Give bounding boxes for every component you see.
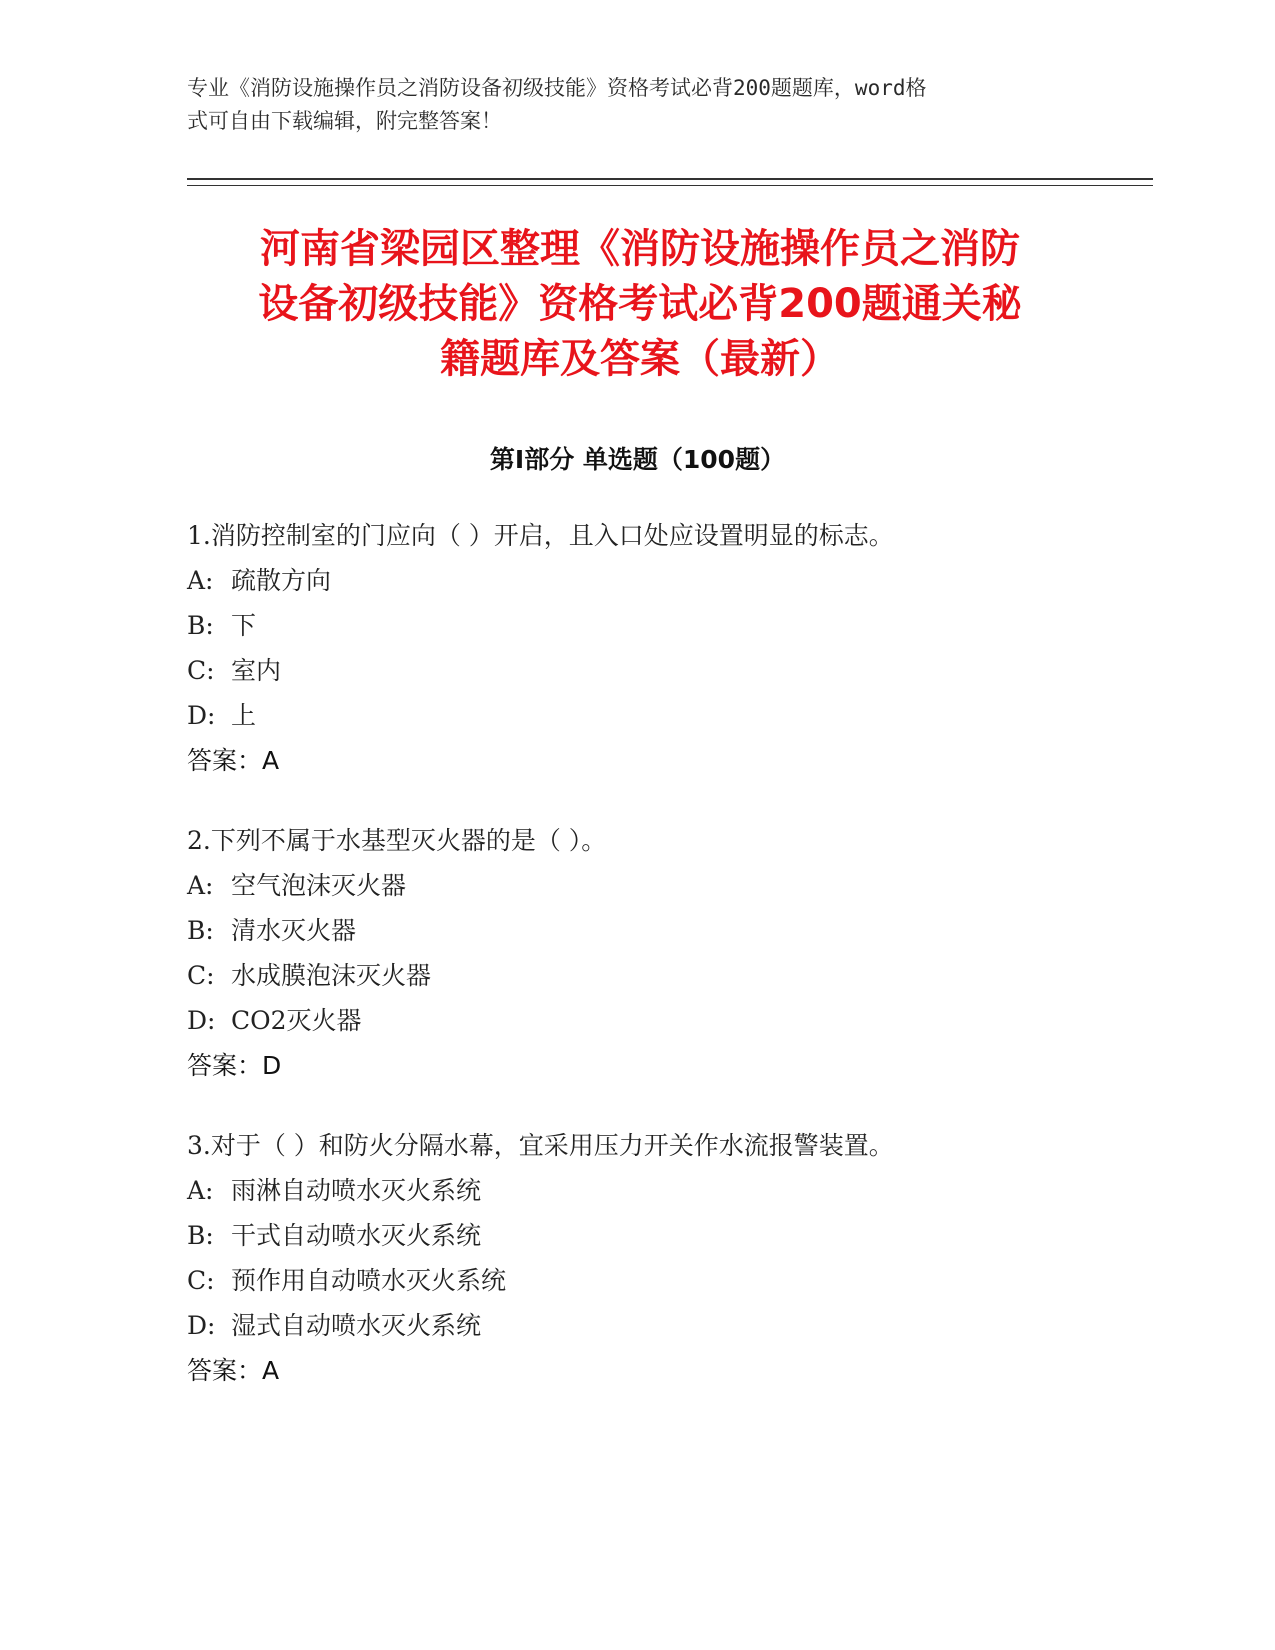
document-header-note (187, 72, 1067, 138)
option-key: C: (187, 961, 215, 990)
title-line-1: 河南省梁园区整理《消防设施操作员之消防 (260, 226, 1020, 272)
option-key: C: (187, 1266, 215, 1295)
option-key: A: (187, 1176, 214, 1205)
option-text: 预作用自动喷水灭火系统 (231, 1266, 507, 1295)
option-d (187, 693, 1067, 738)
header-divider-thin (187, 185, 1153, 186)
answer-line: 答案：A (187, 1356, 280, 1385)
option-text: 雨淋自动喷水灭火系统 (231, 1176, 482, 1205)
section-title: 第Ⅰ部分 单选题（100题） (489, 445, 786, 474)
title-line-2: 设备初级技能》资格考试必背200题通关秘 (258, 281, 1022, 327)
title-line-3: 籍题库及答案（最新） (440, 336, 840, 382)
question-3 (187, 1123, 1067, 1393)
header-note-line-1: 专业《消防设施操作员之消防设备初级技能》资格考试必背200题题库，word格 (187, 76, 927, 100)
question-2 (187, 818, 1067, 1088)
option-key: A: (187, 871, 214, 900)
option-text: 干式自动喷水灭火系统 (231, 1221, 482, 1250)
option-key: B: (187, 1221, 214, 1250)
header-divider-thick (187, 178, 1153, 180)
option-key: C: (187, 656, 215, 685)
option-a (187, 863, 1067, 908)
option-c (187, 953, 1067, 998)
option-text: 疏散方向 (231, 566, 332, 595)
option-c (187, 1258, 1067, 1303)
option-key: B: (187, 611, 214, 640)
option-a (187, 558, 1067, 603)
option-text: 清水灭火器 (231, 916, 357, 945)
option-text: 室内 (231, 656, 282, 685)
question-stem: 3.对于（ ）和防火分隔水幕，宜采用压力开关作水流报警装置。 (187, 1131, 894, 1160)
option-b (187, 603, 1067, 648)
option-key: B: (187, 916, 214, 945)
question-stem: 1.消防控制室的门应向（ ）开启，且入口处应设置明显的标志。 (187, 521, 894, 550)
header-note-line-2: 式可自由下载编辑，附完整答案！ (187, 109, 502, 133)
option-key: D: (187, 1006, 216, 1035)
answer-line: 答案：D (187, 1051, 282, 1080)
option-d (187, 1303, 1067, 1348)
option-a (187, 1168, 1067, 1213)
option-key: D: (187, 1311, 216, 1340)
option-b (187, 1213, 1067, 1258)
option-b (187, 908, 1067, 953)
option-key: D: (187, 701, 216, 730)
option-text: 湿式自动喷水灭火系统 (231, 1311, 482, 1340)
option-text: 空气泡沫灭火器 (231, 871, 407, 900)
option-d (187, 998, 1067, 1043)
option-text: CO2灭火器 (231, 1006, 362, 1035)
option-text: 下 (231, 611, 257, 640)
option-c (187, 648, 1067, 693)
option-key: A: (187, 566, 214, 595)
option-text: 水成膜泡沫灭火器 (231, 961, 432, 990)
option-text: 上 (231, 701, 257, 730)
question-1 (187, 513, 1067, 783)
document-title (180, 222, 1100, 387)
question-stem: 2.下列不属于水基型灭火器的是（ ）。 (187, 826, 607, 855)
answer-line: 答案：A (187, 746, 280, 775)
